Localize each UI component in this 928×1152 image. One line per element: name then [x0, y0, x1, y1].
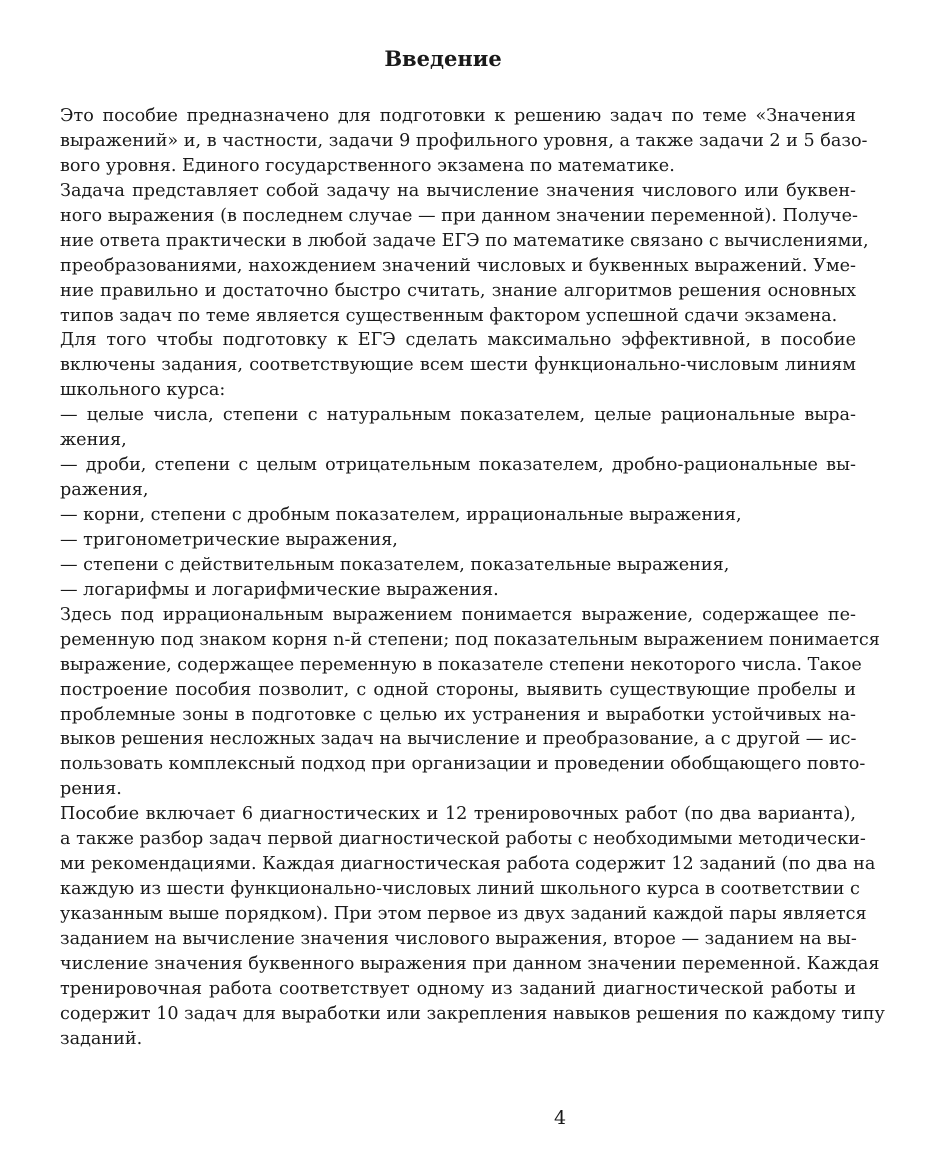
- text-line: школьного курса:: [60, 380, 226, 401]
- text-line: выков решения несложных задач на вычисление и преобразование, а с другой — ис-: [60, 729, 857, 750]
- text-line: вого уровня. Единого государственного экзамена по математике.: [60, 155, 675, 176]
- text-line: числение значения буквенного выражения при данном значении переменной. Каждая: [60, 953, 880, 974]
- text-line: ми рекомендациями. Каждая диагностическая работа содержит 12 заданий (по два на: [60, 854, 876, 875]
- text-line: выражений» и, в частности, задачи 9 профильного уровня, а также задачи 2 и 5 базо-: [60, 130, 868, 151]
- text-line: заданий.: [60, 1028, 143, 1049]
- text-line: ние ответа практически в любой задаче ЕГЭ по математике связано с вычислениями,: [60, 230, 869, 251]
- text-line: жения,: [60, 430, 127, 451]
- text-line: содержит 10 задач для выработки или закрепления навыков решения по каждому типу: [60, 1003, 885, 1024]
- text-line: ного выражения (в последнем случае — при данном значении переменной). Получе-: [60, 205, 858, 226]
- text-line: рения.: [60, 779, 122, 800]
- text-line: включены задания, соответствующие всем шести функционально-числовым линиям: [60, 355, 856, 376]
- text-line: Здесь под иррациональным выражением понимается выражение, содержащее пе-: [60, 604, 856, 625]
- body-text: [60, 104, 885, 1052]
- text-line: ние правильно и достаточно быстро считать, знание алгоритмов решения основных: [60, 280, 856, 301]
- text-line: Задача представляет собой задачу на вычисление значения числового или буквен-: [60, 180, 856, 201]
- text-line: указанным выше порядком). При этом первое из двух заданий каждой пары является: [60, 904, 867, 924]
- text-line: выражение, содержащее переменную в показателе степени некоторого числа. Такое: [60, 654, 862, 675]
- text-line: каждую из шести функционально-числовых линий школьного курса в соответствии с: [60, 879, 860, 900]
- page-title: Введение: [384, 46, 502, 71]
- text-line: проблемные зоны в подготовке с целью их устранения и выработки устойчивых на-: [60, 704, 856, 725]
- text-line: построение пособия позволит, с одной стороны, выявить существующие пробелы и: [60, 679, 856, 700]
- text-line: пользовать комплексный подход при организации и проведении обобщающего повто-: [60, 754, 866, 775]
- text-line: Это пособие предназначено для подготовки к решению задач по теме «Значения: [60, 106, 856, 126]
- text-line: — степени с действительным показателем, показательные выражения,: [60, 554, 730, 575]
- text-line: — дроби, степени с целым отрицательным показателем, дробно-рациональные вы-: [60, 455, 856, 476]
- text-line: Пособие включает 6 диагностических и 12 тренировочных работ (по два варианта),: [60, 804, 856, 825]
- text-line: типов задач по теме является существенным фактором успешной сдачи экзамена.: [60, 305, 838, 326]
- text-line: ражения,: [60, 480, 149, 501]
- text-line: — целые числа, степени с натуральным показателем, целые рациональные выра-: [60, 405, 856, 426]
- text-line: — корни, степени с дробным показателем, иррациональные выражения,: [60, 505, 742, 525]
- text-line: — логарифмы и логарифмические выражения.: [60, 579, 499, 600]
- text-line: тренировочная работа соответствует одному из заданий диагностической работы и: [60, 978, 856, 999]
- page-number: 4: [553, 1107, 567, 1129]
- text-line: — тригонометрические выражения,: [60, 529, 398, 550]
- text-line: преобразованиями, нахождением значений числовых и буквенных выражений. Уме-: [60, 255, 856, 276]
- text-line: ременную под знаком корня n-й степени; под показательным выражением понимается: [60, 629, 880, 650]
- text-line: заданием на вычисление значения числового выражения, второе — заданием на вы-: [60, 928, 857, 949]
- text-line: а также разбор задач первой диагностической работы с необходимыми методически-: [60, 829, 866, 850]
- text-line: Для того чтобы подготовку к ЕГЭ сделать максимально эффективной, в пособие: [60, 330, 856, 351]
